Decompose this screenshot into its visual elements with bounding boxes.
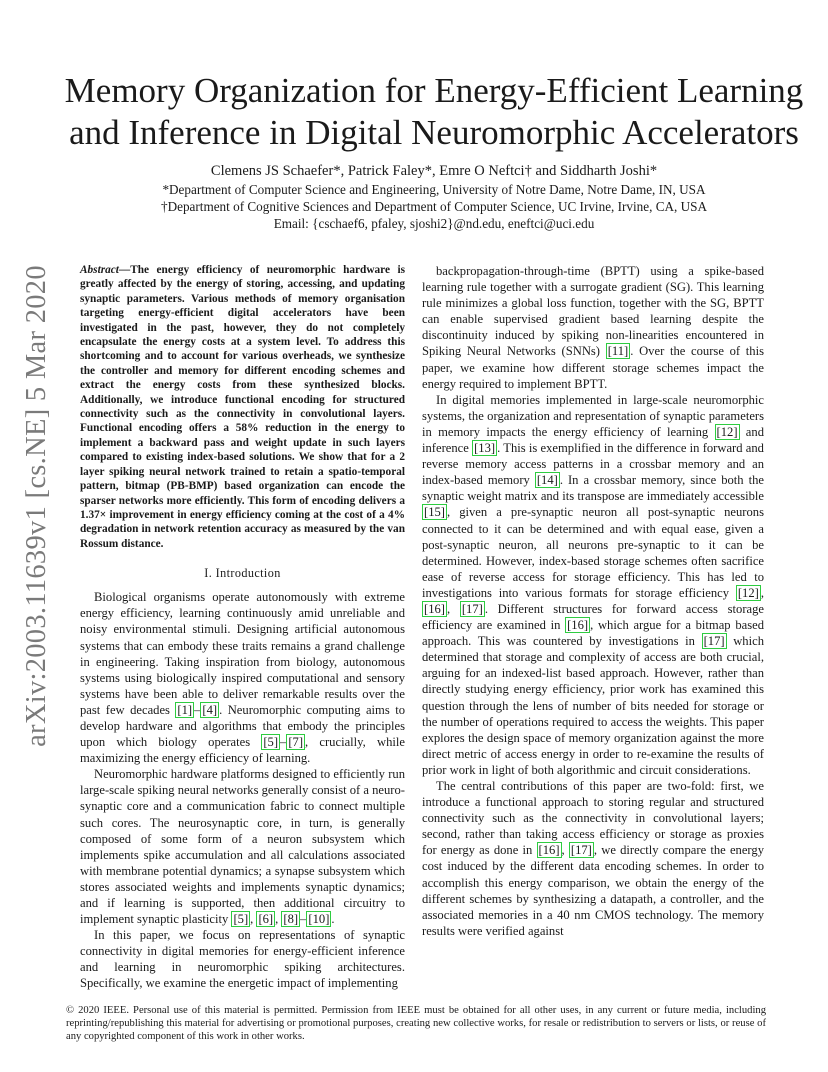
citation-link[interactable]: [16] (567, 618, 589, 633)
author-emails: Email: {cschaef6, pfaley, sjoshi2}@nd.edu, eneftci@uci.edu (273, 216, 595, 231)
paragraph-text: Neuromorphic hardware platforms designed to efficiently run large-scale spiking neural networks generally consist of a neuro-synaptic core and a communication fabric to connect multiple such cores. The neurosynaptic core, in turn, is generally composed of some form of a neuron subsystem which implements spike accumulation and all calculations associated with membrane potential dynamics; a synapse subsystem which stores associated weights and implements synaptic dynamics; and if learning is supported, then additional circuitry to implement synaptic plasticity (80, 767, 405, 927)
paragraph-text: . Over the course of this paper, we examine how different storage schemes impact the energy required to implement BPTT. (422, 344, 765, 391)
citation-link[interactable]: [4] (202, 702, 218, 717)
paragraph-text: The central contributions of this paper are two-fold: first, we introduce a functional approach to storing regular and structured connectivity such as the connectivity in convolutional layers; second, rather than taking access efficiency or storage as proxies for energy as done in (422, 779, 764, 858)
paragraph-text: , (446, 601, 460, 616)
arxiv-identifier-text: arXiv:2003.11639v1 [cs.NE] 5 Mar 2020 (21, 265, 53, 747)
paper-title-line-1: Memory Organization for Energy-Efficient Learning (64, 71, 804, 110)
affiliation-uc-irvine: †Department of Cognitive Sciences and Department of Computer Science, UC Irvine, Irvine, CA, USA (160, 199, 708, 214)
paragraph-text: – (194, 702, 201, 717)
citation-link[interactable]: [17] (703, 634, 725, 649)
affiliation-notre-dame: *Department of Computer Science and Engineering, University of Notre Dame, Notre Dame, IN, USA (162, 182, 706, 197)
paragraph-text: backpropagation-through-time (BPTT) using a spike-based learning rule together with a surrogate gradient (SG). This learning rule minimizes a global loss function, together with the SG, BPTT can enable supervised gradient based learning despite the discontinuity induced by spiking non-linearities encountered in Spiking Neural Networks (SNNs) (422, 264, 764, 359)
body-paragraph (80, 589, 405, 766)
paragraph-text: , crucially, while maximizing the energy efficiency of learning. (80, 735, 405, 766)
citation-link[interactable]: [12] (716, 424, 738, 439)
abstract (80, 263, 405, 551)
paragraph-text: , (561, 843, 569, 858)
citation-link[interactable]: [12] (737, 585, 759, 600)
paragraph-text: , given a pre-synaptic neuron all post-synaptic neurons connected to it can be determined and with equal ease, given a post-synaptic neuron, all neurons pre-synaptic to it can be determined. However, index-based storage schemes often sacrifice ease of reverse access for storage efficiency. This has led to investigations into various formats for storage efficiency (422, 505, 764, 600)
abstract-text: —The energy efficiency of neuromorphic hardware is greatly affected by the energy of storing, accessing, and updating synaptic parameters. Various methods of memory organisation targeting energy-efficient digital accelerators have been investigated in the past, however, they do not completely encapsulate the energy costs at a system level. To address this shortcoming and to account for various overheads, we synthesize the controller and memory for different encoding schemes and extract the energy costs from these synthesized blocks. Additionally, we introduce functional encoding for structured connectivity such as the connectivity in convolutional layers. Functional encoding offers a 58% reduction in the energy to implement a backward pass and weight update in such layers compared to existing index-based solutions. We show that for a 2 layer spiking neural network trained to retain a spatio-temporal pattern, bitmap (PB-BMP) based organization can encode the sparser networks more efficiently. This form of encoding delivers a 1.37× improvement in energy efficiency coming at the cost of a 4% degradation in network retention accuracy as measured by the van Rossum distance. (80, 264, 405, 550)
citation-link[interactable]: [5] (233, 912, 249, 927)
citation-link[interactable]: [11] (607, 344, 629, 359)
copyright-footer: © 2020 IEEE. Personal use of this material is permitted. Permission from IEEE must be obtained for all other uses, in any current or future media, including reprinting/republishing this material for advertising or promotional purposes, creating new collective works, for resale or redistribution to servers or lists, or reuse of any copyrighted component of this work in other works. (66, 1005, 766, 1042)
paragraph-text: , we directly compare the energy cost induced by the different data encoding schemes. In order to accomplish this energy comparison, we obtain the energy of the different schemes by synthesizing a datapath, a controller, and the associated memories in a 40 nm CMOS technology. The memory results were verified against (422, 843, 764, 938)
paragraph-text: . In a crossbar memory, since both the synaptic weight matrix and its transpose are immediately accessible (422, 473, 764, 504)
citation-link[interactable]: [15] (424, 505, 445, 520)
citation-link[interactable]: [16] (424, 601, 445, 616)
citation-link[interactable]: [13] (474, 441, 496, 456)
paper-title-line-2: and Inference in Digital Neuromorphic Accelerators (69, 113, 799, 152)
body-paragraph (422, 778, 764, 939)
paragraph-text: , (250, 912, 257, 927)
paragraph-text: . Neuromorphic computing aims to develop hardware and algorithms that embody the principles upon which biology operates (80, 702, 405, 750)
paragraph-text: . (331, 912, 335, 927)
body-paragraph (422, 392, 764, 778)
right-paragraphs (422, 263, 764, 939)
paragraph-text: , (760, 585, 764, 600)
section-heading-introduction: I. Introduction (204, 566, 281, 581)
body-paragraph (80, 927, 405, 991)
paragraph-text: , which argue for a bitmap based approach. This was countered by investigations in (422, 618, 764, 649)
left-column (80, 263, 405, 992)
paragraph-text: – (280, 735, 287, 750)
left-paragraphs (80, 589, 405, 991)
paper-title (40, 70, 828, 154)
paragraph-text: , (275, 912, 282, 927)
paragraph-text: In this paper, we focus on representations of synaptic connectivity in digital memories for energy-efficient inference and learning in neuromorphic spiking architectures. Specifically, we examine the energetic impact of implementing (80, 928, 405, 991)
citation-link[interactable]: [14] (536, 473, 558, 488)
citation-link[interactable]: [16] (538, 843, 560, 858)
body-paragraph (422, 263, 764, 392)
citation-link[interactable]: [8] (283, 912, 299, 927)
citation-link[interactable]: [17] (461, 601, 483, 616)
abstract-label: Abstract (80, 264, 119, 276)
citation-link[interactable]: [10] (308, 912, 330, 927)
right-column (422, 263, 764, 939)
paragraph-text: – (300, 912, 307, 927)
paragraph-text: which determined that storage and complexity of access are both crucial, arguing for an indexed-list based approach. However, rather than directly studying energy efficiency, prior work has examined this question through the lens of number of bits needed for storage or the number of operations required to access the weights. This paper explores the design space of memory organization against the more direct metric of access energy in order to re-examine the results of prior work in light of both algorithmic and circuit considerations. (422, 634, 764, 777)
paragraph-text: and inference (422, 424, 764, 456)
citation-link[interactable]: [5] (263, 735, 279, 750)
author-list: Clemens JS Schaefer*, Patrick Faley*, Emre O Neftci† and Siddharth Joshi* (210, 163, 658, 179)
paragraph-text: Biological organisms operate autonomously with extreme energy efficiency, learning continuously amid unreliable and noisy environmental stimuli. Designing artificial autonomous systems that can embody these traits remains a grand challenge in engineering. Taking inspiration from biology, autonomous systems using biologically inspired computational and sensory systems have been able to deliver remarkable results over the past few decades (80, 590, 405, 717)
citation-link[interactable]: [7] (288, 735, 304, 750)
citation-link[interactable]: [6] (258, 912, 274, 927)
paragraph-text: In digital memories implemented in large-scale neuromorphic systems, the organization and representation of synaptic parameters in memory impacts the energy efficiency of learning (422, 392, 764, 439)
body-paragraph (80, 766, 405, 927)
paragraph-text: . This is exemplified in the difference in forward and reverse memory access patterns in a crossbar memory and an index-based memory (422, 441, 764, 488)
citation-link[interactable]: [1] (177, 702, 193, 717)
paragraph-text: . Different structures for forward access storage efficiency are examined in (422, 601, 765, 633)
arxiv-identifier (17, 265, 57, 747)
citation-link[interactable]: [17] (570, 843, 592, 858)
